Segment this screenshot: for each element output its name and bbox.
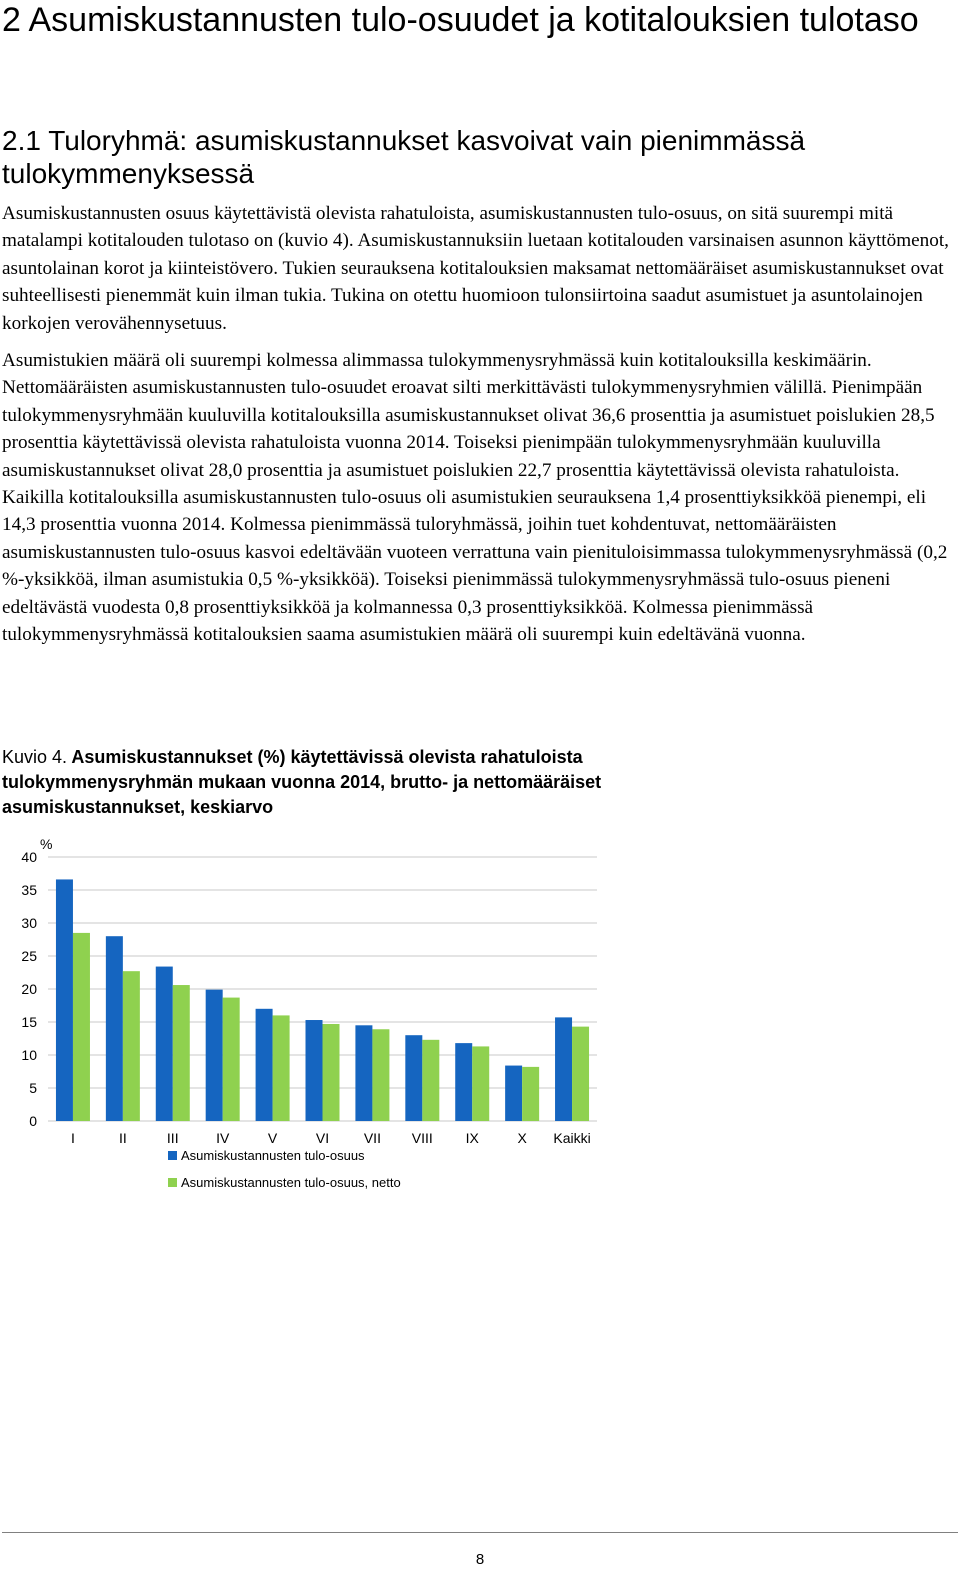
bar-net: [572, 1027, 589, 1121]
bar-gross: [256, 1009, 273, 1121]
bar-net: [522, 1067, 539, 1121]
y-tick-label: 35: [21, 882, 37, 898]
bar-net: [273, 1015, 290, 1121]
legend-swatch: [168, 1151, 177, 1160]
y-tick-label: 25: [21, 948, 37, 964]
y-tick-label: 20: [21, 981, 37, 997]
bar-gross: [156, 967, 173, 1121]
y-tick-label: 10: [21, 1047, 37, 1063]
bar-gross: [306, 1020, 323, 1121]
bar-net: [223, 998, 240, 1121]
bar-net: [123, 971, 140, 1121]
section-subheading: 2.1 Tuloryhmä: asumiskustannukset kasvoivat vain pienimmässä tulokymmenyksessä: [2, 125, 806, 189]
x-tick-label: IV: [216, 1130, 230, 1146]
y-tick-label: 5: [29, 1080, 37, 1096]
bar-gross: [405, 1035, 422, 1121]
legend-label: Asumiskustannusten tulo-osuus, netto: [181, 1175, 401, 1190]
footer-divider: [2, 1532, 958, 1533]
x-tick-label: VII: [363, 1130, 381, 1146]
bar-net: [323, 1024, 340, 1121]
x-tick-label: IX: [465, 1130, 479, 1146]
bar-gross: [355, 1025, 372, 1121]
bar-net: [173, 985, 190, 1121]
y-tick-label: 40: [21, 849, 37, 865]
legend-label: Asumiskustannusten tulo-osuus: [181, 1148, 365, 1163]
figure-label: Kuvio 4.: [2, 747, 68, 767]
bar-gross: [206, 990, 223, 1121]
legend-swatch: [168, 1178, 177, 1187]
bar-gross: [555, 1017, 572, 1121]
bar-net: [472, 1046, 489, 1121]
x-tick-label: Kaikki: [553, 1130, 591, 1146]
bar-gross: [455, 1043, 472, 1121]
bar-gross: [106, 936, 123, 1121]
bar-gross: [505, 1066, 522, 1121]
bar-net: [73, 933, 90, 1121]
x-tick-label: VI: [315, 1130, 330, 1146]
x-tick-label: X: [517, 1130, 527, 1146]
paragraph-2: Asumistukien määrä oli suurempi kolmessa alimmassa tulokymmenysryhmässä kuin kotitalouksilla keskimäärin. Nettomääräisten asumiskustannusten tulo-osuudet eroavat silti merkittävästi tulokymmenysryhmien välillä. Pienimpään tulokymmenysryhmään kuuluvilla kotitalouksilla asumiskustannukset olivat 36,6 prosenttia ja asumistuet poislukien 28,5 prosenttia käytettävissä olevista rahatuloista vuonna 2014. Toiseksi pienimpään tulokymmenysryhmään kuuluvilla asumiskustannukset olivat 28,0 prosenttia ja asumistuet poislukien 22,7 prosenttia käytettävissä olevista rahatuloista. Kaikilla kotitalouksilla asumiskustannusten tulo-osuus oli asumistukien seurauksena 1,4 prosenttiyksikköä pienempi, eli 14,3 prosenttia vuonna 2014. Kolmessa pienimmässä tuloryhmässä, joihin tuet kohdentuvat, nettomääräisten asumiskustannusten tulo-osuus kasvoi edeltävään vuoteen verrattuna vain pienituloisimmassa tulokymmenysryhmässä (0,2 %-yksikköä, ilman asumistukia 0,5 %-yksikköä). Toiseksi pienimmässä tulokymmenysryhmässä tulo-osuus pieneni edeltävästä vuodesta 0,8 prosenttiyksikköä ja kolmannessa 0,3 prosenttiyksikköä. Kolmessa pienimmässä tulokymmenysryhmässä kotitalouksien saama asumistukien määrä oli suurempi kuin edeltävänä vuonna.: [2, 350, 948, 646]
x-tick-label: VIII: [411, 1130, 433, 1146]
x-tick-label: II: [118, 1130, 127, 1146]
x-tick-label: I: [71, 1130, 75, 1146]
figure-caption: [2, 745, 702, 820]
bar-net: [422, 1040, 439, 1121]
y-tick-label: 15: [21, 1014, 37, 1030]
paragraph-1: Asumiskustannusten osuus käytettävistä olevista rahatuloista, asumiskustannusten tulo-osuus, on sitä suurempi mitä matalampi kotitalouden tulotaso on (kuvio 4). Asumiskustannuksiin luetaan kotitalouden varsinaisen asunnon käyttömenot, asuntolainan korot ja kiinteistövero. Tukien seurauksena kotitalouksien maksamat nettomääräiset asumiskustannukset ovat suhteellisesti pienemmät kuin ilman tukia. Tukina on otettu huomioon tulonsiirtoina saadut asumistuet ja asuntolainojen korkojen verovähennysetuus.: [2, 203, 949, 334]
y-tick-label: 30: [21, 915, 37, 931]
x-tick-label: V: [267, 1130, 278, 1146]
bar-gross: [56, 879, 73, 1121]
bar-net: [372, 1029, 389, 1121]
page-number: 8: [475, 1551, 485, 1568]
y-tick-label: 0: [29, 1113, 37, 1129]
page-heading: 2 Asumiskustannusten tulo-osuudet ja kotitalouksien tulotaso: [2, 1, 919, 39]
figure-caption-text: Asumiskustannukset (%) käytettävissä olevista rahatuloista tulokymmenysryhmän mukaan vuonna 2014, brutto- ja nettomääräiset asumiskustannukset, keskiarvo: [2, 747, 602, 817]
y-axis-label: %: [40, 836, 53, 852]
x-tick-label: III: [166, 1130, 179, 1146]
bar-chart: [0, 830, 620, 1200]
